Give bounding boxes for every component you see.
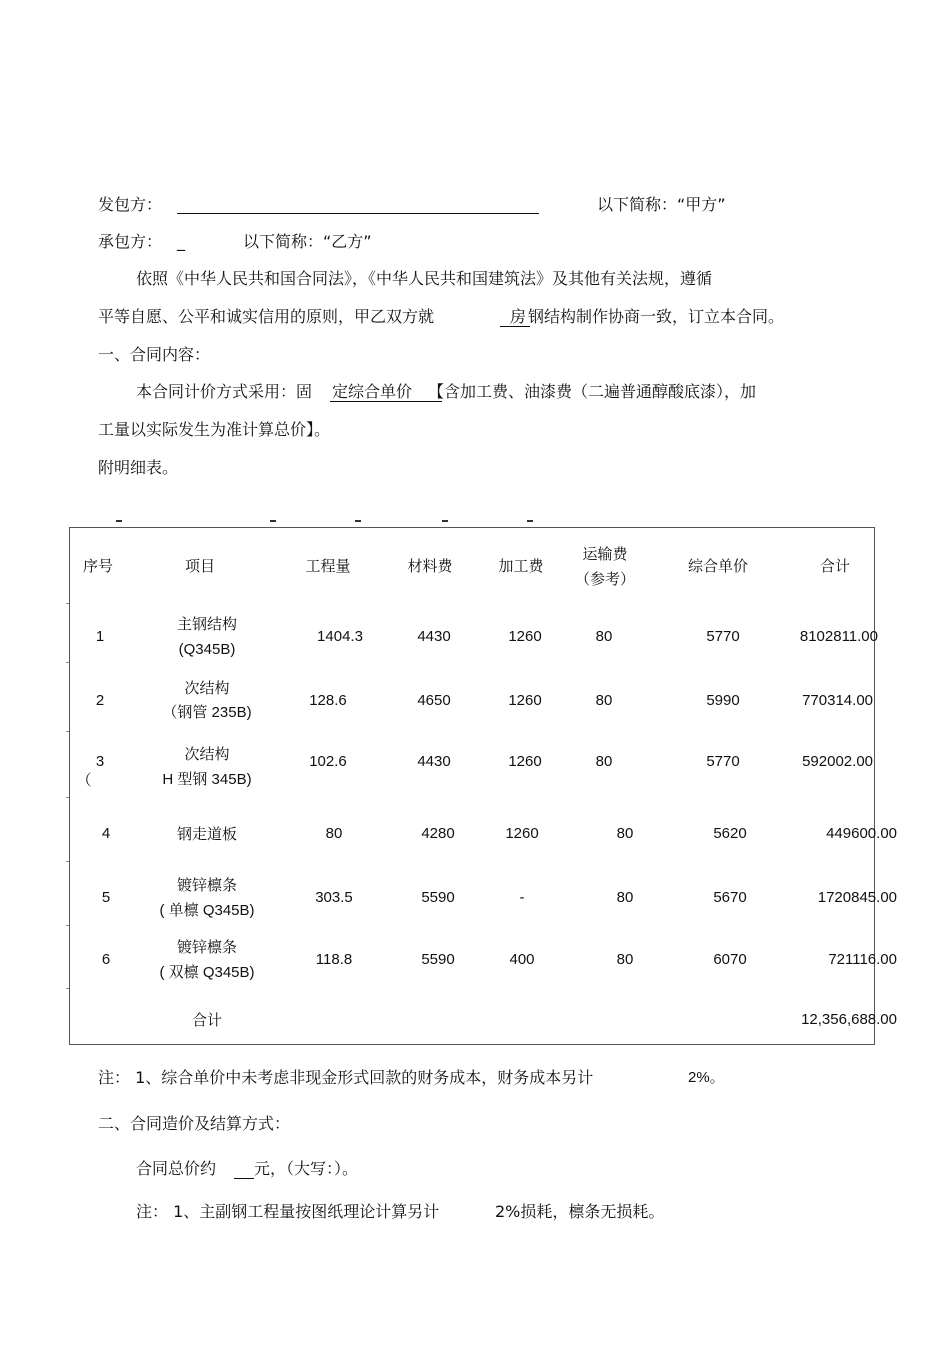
row-3-unit-price: 5770 [706,753,740,770]
row-6-no: 6 [101,951,111,968]
row-3-processing: 1260 [508,753,542,770]
row-4-total: 449600.00 [826,825,897,842]
row-3-material: 4430 [417,753,451,770]
row-5-total: 1720845.00 [817,889,897,906]
contract-price-blank [234,1178,254,1179]
note-1-text: 注： 1、综合单价中未考虑非现金形式回款的财务成本，财务成本另计 [98,1068,594,1087]
row-5-no: 5 [101,889,111,906]
row-1-transport: 80 [595,628,613,645]
intro-project-name: 房 [510,307,527,326]
row-1-no: 1 [95,628,105,645]
row-3-item: 次结构 [184,745,230,763]
row-2-unit-price: 5990 [706,692,740,709]
row-5-item-spec: ( 单檩 Q345B) [159,902,255,919]
intro-line-1: 依照《中华人民共和国合同法》，《中华人民共和国建筑法》及其他有关法规，遵循 [136,269,713,288]
row-3-transport: 80 [595,753,613,770]
row-6-item: 镀锌檩条 [176,938,237,956]
row-3-paren: （ [76,771,92,789]
row-4-processing: 1260 [505,825,539,842]
row-3-no: 3 [95,753,105,770]
sum-value: 12,356,688.00 [801,1011,897,1028]
row-1-total: 8102811.00 [799,628,878,645]
pricing-text-b: 定综合单价 [332,382,413,401]
row-6-qty: 118.8 [315,951,353,968]
col-header-total: 合计 [819,557,850,575]
row-3-qty: 102.6 [309,753,347,770]
row-6-total: 721116.00 [828,951,897,968]
row-5-qty: 303.5 [315,889,353,906]
row-3-total: 592002.00 [802,753,873,770]
pricing-underline [330,401,442,402]
row-2-item: 次结构 [184,679,230,697]
row-4-transport: 80 [616,825,634,842]
party-a-blank-line [177,213,539,214]
col-header-processing: 加工费 [498,557,544,575]
row-1-item-spec: (Q345B) [178,641,236,658]
row-2-material: 4650 [417,692,451,709]
row-5-item: 镀锌檩条 [176,876,237,894]
project-name-underline [500,326,530,327]
row-2-processing: 1260 [508,692,542,709]
row-2-no: 2 [95,692,105,709]
row-5-unit-price: 5670 [713,889,747,906]
row-4-unit-price: 5620 [713,825,747,842]
col-header-no: 序号 [82,557,113,575]
row-1-material: 4430 [417,628,451,645]
note-1-value: 2%。 [688,1069,725,1086]
col-header-transport: 运输费 [582,545,628,563]
col-header-unit-price: 综合单价 [687,557,748,575]
row-2-qty: 128.6 [309,692,347,709]
row-6-unit-price: 6070 [713,951,747,968]
row-4-material: 4280 [421,825,455,842]
pricing-text-a: 本合同计价方式采用：固 [136,382,313,401]
row-5-transport: 80 [616,889,634,906]
col-header-material: 材料费 [407,557,453,575]
pricing-line-2: 工量以实际发生为准计算总价】。 [98,420,331,439]
row-1-unit-price: 5770 [706,628,740,645]
intro-line-2c: 钢结构制作协商一致，订立本合同。 [528,307,785,326]
row-2-transport: 80 [595,692,613,709]
row-6-material: 5590 [421,951,455,968]
intro-line-2a: 平等自愿、公平和诚实信用的原则，甲乙双方就 [98,307,435,326]
row-1-item: 主钢结构 [176,615,237,633]
row-3-item-spec: H 型钢 345B) [162,771,252,788]
col-header-item: 项目 [184,557,215,575]
party-b-alias: 以下简称：“乙方” [243,232,372,251]
row-4-qty: 80 [325,825,343,842]
row-1-qty: 1404.3 [317,628,363,645]
section-1-title: 一、合同内容： [98,345,211,364]
row-2-item-spec: （钢管 235B) [162,704,252,721]
party-a-alias: 以下简称：“甲方” [597,195,726,214]
row-5-material: 5590 [421,889,455,906]
row-6-transport: 80 [616,951,634,968]
note-2-text-b: 2%损耗，檩条无损耗。 [495,1202,665,1221]
col-header-transport-ref: （参考） [574,570,635,588]
row-2-total: 770314.00 [802,692,873,709]
row-1-processing: 1260 [508,628,542,645]
contract-price-text-b: 元，（大写：）。 [254,1159,359,1178]
party-b-blank: _ [177,232,185,251]
pricing-text-c: 【含加工费、油漆费（二遍普通醇酸底漆），加 [428,382,757,401]
row-5-processing: - [519,889,525,906]
sum-label: 合计 [191,1011,222,1029]
row-4-no: 4 [101,825,111,842]
section-2-title: 二、合同造价及结算方式： [98,1114,291,1133]
party-b-label: 承包方： [98,232,163,251]
attachment-note: 附明细表。 [98,458,179,477]
note-2-text-a: 注： 1、主副钢工程量按图纸理论计算另计 [136,1202,440,1221]
row-4-item: 钢走道板 [176,825,237,843]
row-6-item-spec: ( 双檩 Q345B) [159,964,255,981]
party-a-label: 发包方： [98,195,163,214]
col-header-qty: 工程量 [305,557,351,575]
row-6-processing: 400 [509,951,535,968]
contract-price-text-a: 合同总价约 [136,1159,217,1178]
